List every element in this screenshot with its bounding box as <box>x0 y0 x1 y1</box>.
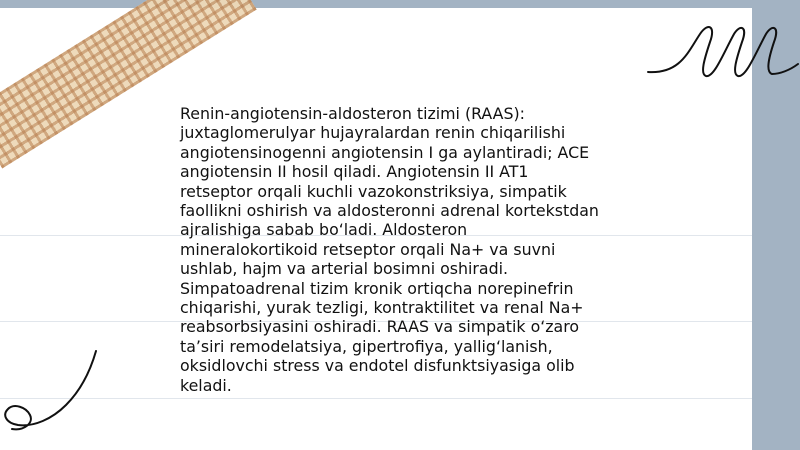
spiral-doodle-icon <box>0 345 110 435</box>
loop-doodle-icon <box>640 12 800 92</box>
document-body-text: Renin-angiotensin-aldosteron tizimi (RAAS): juxtaglomerulyar hujayralardan renin chiqarilishi angiotensinogenni angiotensin I ga aylantiradi; ACE angiotensin II hosil qiladi. Angiotensin II AT1 retseptor orqali kuchli vazokonstriksiya, simpatik faollikni oshirish va aldosteronni adrenal kortekstdan ajralishiga sabab bo‘ladi. Aldosteron mineralokortikoid retseptor orqali Na+ va suvni ushlab, hajm va arterial bosimni oshiradi. Simpatoadrenal tizim kronik ortiqcha norepinefrin chiqarishi, yurak tezligi, kontraktilitet va renal Na+ reabsorbsiyasini oshiradi. RAAS va simpatik o‘zaro ta’siri remodelatsiya, gipertrofiya, yallig‘lanish, oksidlovchi stress va endotel disfunktsiyasiga olib keladi. <box>180 104 599 395</box>
